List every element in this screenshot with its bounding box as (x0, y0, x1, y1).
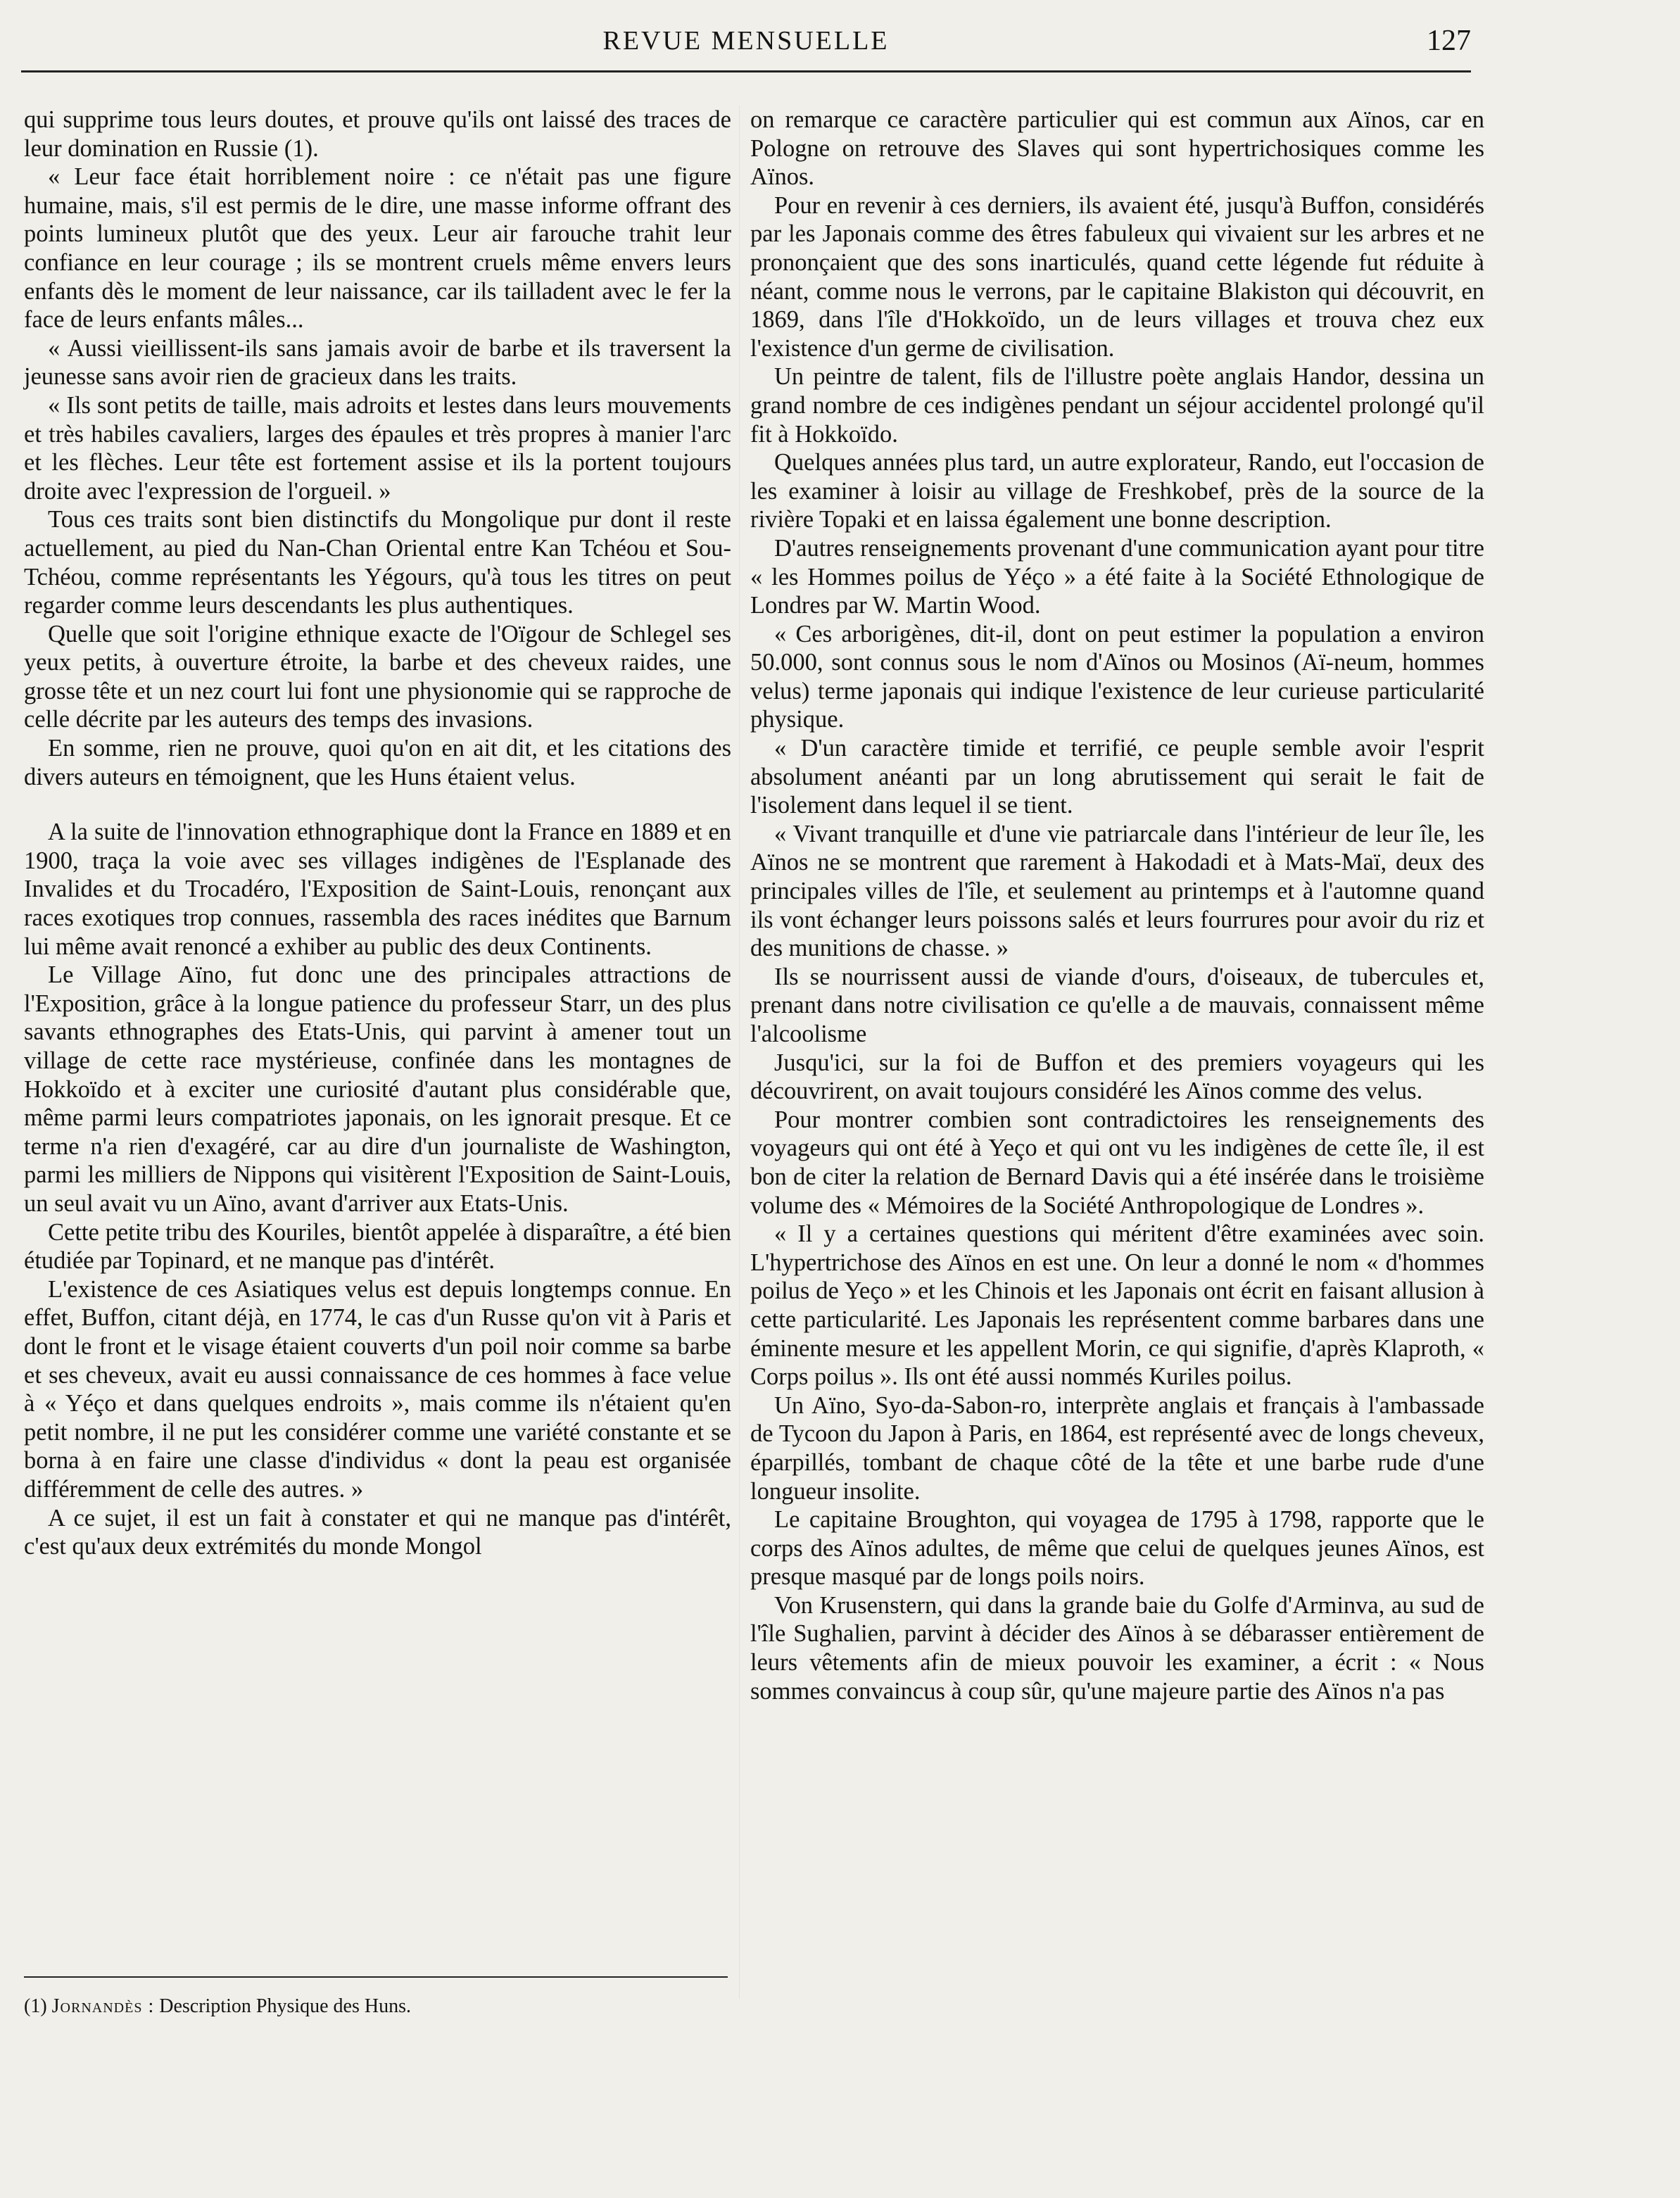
paragraph: « D'un caractère timide et terrifié, ce peuple semble avoir l'esprit absolument anéanti par un long abrutissement qui serait le fait de l'isolement dans lequel il se tient. (750, 735, 1484, 819)
paragraph: on remarque ce caractère particulier qui est commun aux Aïnos, car en Pologne on retrouve des Slaves qui sont hypertrichosiques comme les Aïnos. (750, 106, 1484, 191)
paragraph: « Leur face était horriblement noire : ce n'était pas une figure humaine, mais, s'il est permis de le dire, une masse informe offrant des points lumineux plutôt que des yeux. Leur air farouche trahit leur confiance en leur courage ; ils se montrent cruels même envers leurs enfants dès le moment de leur naissance, car ils tailladent avec le fer la face de leurs enfants mâles... (24, 163, 731, 334)
paragraph: Von Krusenstern, qui dans la grande baie du Golfe d'Arminva, au sud de l'île Sughalien, parvint à décider des Aïnos à se débarasser entièrement de leurs vêtements afin de mieux pouvoir les examiner, a écrit : « Nous sommes convaincus à coup sûr, qu'une majeure partie des Aïnos n'a pas (750, 1591, 1484, 1705)
paragraph: « Ils sont petits de taille, mais adroits et lestes dans leurs mouvements et très habiles cavaliers, larges des épaules et très propres à manier l'arc et les flèches. Leur tête est fortement assise et ils la portent toujours droite avec l'expression de l'orgueil. » (24, 391, 731, 505)
footnote-text: Description Physique des Huns. (159, 1995, 411, 2017)
paragraph: qui supprime tous leurs doutes, et prouve qu'ils ont laissé des traces de leur domination en Russie (1). (24, 106, 731, 162)
right-column (750, 106, 1484, 1705)
header-rule (21, 70, 1471, 72)
running-header (21, 21, 1471, 63)
paragraph: Le capitaine Broughton, qui voyagea de 1795 à 1798, rapporte que le corps des Aïnos adultes, de même que celui de quelques jeunes Aïnos, est presque masqué par de longs poils noirs. (750, 1506, 1484, 1591)
paragraph: Le Village Aïno, fut donc une des principales attractions de l'Exposition, grâce à la longue patience du professeur Starr, un des plus savants ethnographes des Etats-Unis, qui parvint à amener tout un village de cette race mystérieuse, confinée dans les montagnes de Hokkoïdo et à exciter une curiosité d'autant plus considérable que, même parmi leurs compatriotes japonais, on les ignorait presque. Et ce terme n'a rien d'exagéré, car au dire d'un journaliste de Washington, parmi les milliers de Nippons qui visitèrent l'Exposition de Saint-Louis, un seul avait vu un Aïno, avant d'arriver aux Etats-Unis. (24, 961, 731, 1217)
footnote-marker: (1) (24, 1995, 47, 2017)
footnote-author: Jornandès : (51, 1995, 155, 2017)
footnote (24, 1995, 411, 2018)
paragraph: En somme, rien ne prouve, quoi qu'on en ait dit, et les citations des divers auteurs en témoignent, que les Huns étaient velus. (24, 735, 731, 790)
paragraph: « Il y a certaines questions qui méritent d'être examinées avec soin. L'hypertrichose des Aïnos en est une. On leur a donné le nom « d'hommes poilus de Yeço » et les Chinois et les Japonais ont écrit en faisant allusion à cette particularité. Les Japonais les représentent comme barbares dans une éminente mesure et les appellent Morin, ce qui signifie, d'après Klaproth, « Corps poilus ». Ils ont été aussi nommés Kuriles poilus. (750, 1220, 1484, 1391)
paragraph: Quelle que soit l'origine ethnique exacte de l'Oïgour de Schlegel ses yeux petits, à ouverture étroite, la barbe et des cheveux raides, une grosse tête et un nez court lui font une physionomie qui se rapproche de celle décrite par les auteurs des temps des invasions. (24, 620, 731, 733)
paragraph: Pour en revenir à ces derniers, ils avaient été, jusqu'à Buffon, considérés par les Japonais comme des êtres fabuleux qui vivaient sur les arbres et ne prononçaient que des sons inarticulés, quand cette légende fut réduite à néant, comme nous le verrons, par le capitaine Blakiston qui découvrit, en 1869, dans l'île d'Hokkoïdo, un de leurs villages et trouva chez eux l'existence d'un germe de civilisation. (750, 191, 1484, 362)
paragraph: A ce sujet, il est un fait à constater et qui ne manque pas d'intérêt, c'est qu'aux deux extrémités du monde Mongol (24, 1504, 731, 1560)
paragraph: Pour montrer combien sont contradictoires les renseignements des voyageurs qui ont été à Yeço et qui ont vu les indigènes de cette île, il est bon de citer la relation de Bernard Davis qui a été insérée dans le troisième volume des « Mémoires de la Société Anthropologique de Londres ». (750, 1106, 1484, 1219)
paragraph: Tous ces traits sont bien distinctifs du Mongolique pur dont il reste actuellement, au pied du Nan-Chan Oriental entre Kan Tchéou et Sou-Tchéou, comme représentants les Yégours, qu'à tous les titres on peut regarder comme leurs descendants les plus authentiques. (24, 506, 731, 619)
paragraph: Ils se nourrissent aussi de viande d'ours, d'oiseaux, de tubercules et, prenant dans notre civilisation ce qu'elle a de mauvais, connaissent même l'alcoolisme (750, 963, 1484, 1047)
column-divider (739, 106, 740, 1999)
paragraph: « Aussi vieillissent-ils sans jamais avoir de barbe et ils traversent la jeunesse sans avoir rien de gracieux dans les traits. (24, 334, 731, 391)
paragraph: D'autres renseignements provenant d'une communication ayant pour titre « les Hommes poilus de Yéço » a été faite à la Société Ethnologique de Londres par W. Martin Wood. (750, 534, 1484, 619)
paragraph: « Ces arborigènes, dit-il, dont on peut estimer la population a environ 50.000, sont connus sous le nom d'Aïnos ou Mosinos (Aï-neum, hommes velus) terme japonais qui indique l'existence de leur curieuse particularité physique. (750, 620, 1484, 733)
page-number: 127 (1427, 25, 1471, 57)
left-column (24, 106, 731, 1561)
footnote-rule (24, 1976, 728, 1978)
paragraph: Jusqu'ici, sur la foi de Buffon et des premiers voyageurs qui les découvrirent, on avait toujours considéré les Aïnos comme des velus. (750, 1049, 1484, 1105)
paragraph: Un Aïno, Syo-da-Sabon-ro, interprète anglais et français à l'ambassade de Tycoon du Japon à Paris, en 1864, est représenté avec de longs cheveux, éparpillés, tombant de chaque côté de la tête et une barbe rude d'une longueur insolite. (750, 1391, 1484, 1505)
paragraph: Cette petite tribu des Kouriles, bientôt appelée à disparaître, a été bien étudiée par Topinard, et ne manque pas d'intérêt. (24, 1218, 731, 1275)
journal-title: REVUE MENSUELLE (602, 26, 890, 56)
paragraph: Un peintre de talent, fils de l'illustre poète anglais Handor, dessina un grand nombre de ces indigènes pendant un séjour accidentel prolongé qu'il fit à Hokkoïdo. (750, 363, 1484, 448)
paragraph: Quelques années plus tard, un autre explorateur, Rando, eut l'occasion de les examiner à loisir au village de Freshkobef, près de la source de la rivière Topaki et en laissa également une bonne description. (750, 449, 1484, 533)
paragraph: « Vivant tranquille et d'une vie patriarcale dans l'intérieur de leur île, les Aïnos ne se montrent que rarement à Hakodadi et à Mats-Maï, deux des principales villes de l'île, et seulement au printemps et à l'automne quand ils vont échanger leurs poissons salés et leurs fourrures pour avoir du riz et des munitions de chasse. » (750, 820, 1484, 962)
paragraph: L'existence de ces Asiatiques velus est depuis longtemps connue. En effet, Buffon, citant déjà, en 1774, le cas d'un Russe qu'on vit à Paris et dont le front et le visage étaient couverts d'un poil noir comme sa barbe et ses cheveux, avait eu aussi connaissance de ces hommes à face velue à « Yéço et dans quelques endroits », mais comme ils n'étaient qu'en petit nombre, il ne put les considérer comme une variété constante et se borna à en faire une classe d'individus « dont la peau est organisée différemment de celle des autres. » (24, 1275, 731, 1503)
paragraph: A la suite de l'innovation ethnographique dont la France en 1889 et en 1900, traça la voie avec ses villages indigènes de l'Esplanade des Invalides et du Trocadéro, l'Exposition de Saint-Louis, renonçant aux races exotiques trop connues, rassembla des races inédites que Barnum lui même avait renoncé a exhiber au public des deux Continents. (24, 819, 731, 960)
